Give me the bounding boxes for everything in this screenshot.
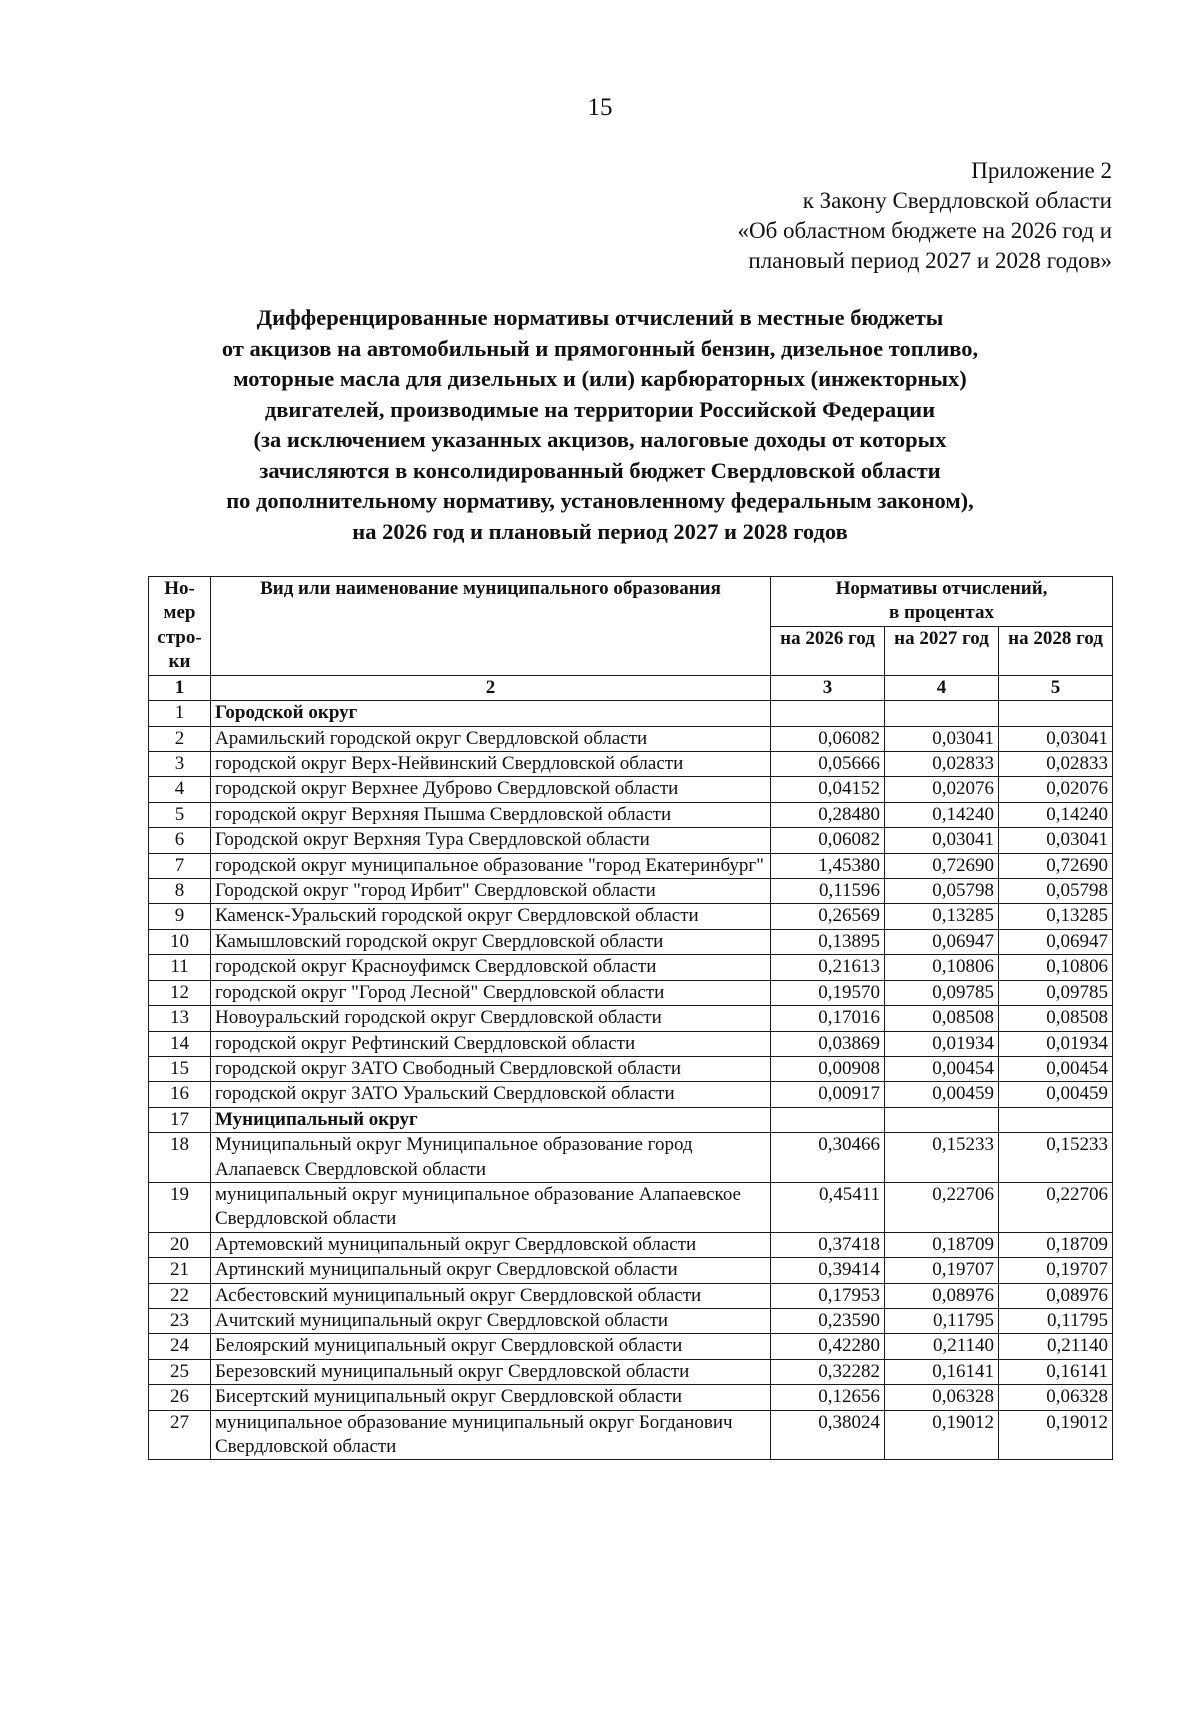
- norm-2027-cell: 0,02076: [885, 777, 999, 802]
- header-year-2026: на 2026 год: [771, 626, 885, 675]
- row-number-cell: 19: [149, 1182, 211, 1232]
- norm-2026-cell: 0,42280: [771, 1334, 885, 1359]
- row-number-cell: 15: [149, 1056, 211, 1081]
- municipality-name-cell: Артинский муниципальный округ Свердловской области: [211, 1258, 771, 1283]
- norm-2028-cell: 0,14240: [999, 802, 1113, 827]
- norm-2026-cell: 0,23590: [771, 1308, 885, 1333]
- appendix-line: «Об областном бюджете на 2026 год и: [737, 218, 1112, 243]
- row-number-cell: 14: [149, 1031, 211, 1056]
- table-row: [149, 1182, 1113, 1232]
- column-index: 5: [999, 675, 1113, 700]
- header-row-number: [149, 577, 211, 676]
- norm-2026-cell: 0,26569: [771, 904, 885, 929]
- norm-2028-cell: 0,02076: [999, 777, 1113, 802]
- norm-2027-cell: 0,72690: [885, 853, 999, 878]
- norm-2028-cell: 0,16141: [999, 1359, 1113, 1384]
- row-number-cell: 11: [149, 955, 211, 980]
- norm-2026-cell: 1,45380: [771, 853, 885, 878]
- norm-2028-cell: 0,72690: [999, 853, 1113, 878]
- norm-2026-cell: 0,17016: [771, 1006, 885, 1031]
- title-line: моторные масла для дизельных и (или) карбюраторных (инжекторных): [233, 366, 967, 391]
- table-row: [149, 929, 1113, 954]
- header-row-number-line: мер: [163, 602, 196, 624]
- norm-2028-cell: 0,19707: [999, 1258, 1113, 1283]
- norm-2026-cell: 0,37418: [771, 1232, 885, 1257]
- norm-2026-cell: 0,00917: [771, 1082, 885, 1107]
- norm-2028-cell: 0,02833: [999, 752, 1113, 777]
- title-line: от акцизов на автомобильный и прямогонный бензин, дизельное топливо,: [221, 335, 979, 361]
- municipality-name-cell: городской округ Верх-Нейвинский Свердловской области: [211, 752, 771, 777]
- column-index: 3: [771, 675, 885, 700]
- norm-2028-cell: 0,09785: [999, 980, 1113, 1005]
- row-number-cell: 25: [149, 1359, 211, 1384]
- municipality-name-cell: Каменск-Уральский городской округ Свердловской области: [211, 904, 771, 929]
- table-row: [149, 1133, 1113, 1183]
- municipality-name-cell: муниципальное образование муниципальный округ Богданович Свердловской области: [211, 1410, 771, 1460]
- norm-2026-cell: 0,12656: [771, 1385, 885, 1410]
- appendix-reference: [737, 156, 1112, 276]
- row-number-cell: 23: [149, 1308, 211, 1333]
- appendix-line: к Закону Свердловской области: [802, 188, 1112, 213]
- table-row: [149, 802, 1113, 827]
- norm-2026-cell: 0,06082: [771, 726, 885, 751]
- column-index: 1: [149, 675, 211, 700]
- header-norms: [771, 577, 1113, 627]
- title-line: на 2026 год и плановый период 2027 и 2028 годов: [352, 518, 848, 544]
- norm-2028-cell: 0,08976: [999, 1283, 1113, 1308]
- row-number-cell: 5: [149, 802, 211, 827]
- norm-2027-cell: 0,08508: [885, 1006, 999, 1031]
- norm-2028-cell: 0,22706: [999, 1182, 1113, 1232]
- norm-2026-cell: 0,03869: [771, 1031, 885, 1056]
- page-number: 15: [587, 94, 613, 121]
- norm-2028-cell: 0,15233: [999, 1133, 1113, 1183]
- header-norms-line: в процентах: [889, 602, 994, 624]
- norm-2027-cell: 0,03041: [885, 828, 999, 853]
- norm-2027-cell: 0,22706: [885, 1182, 999, 1232]
- title-line: (за исключением указанных акцизов, налоговые доходы от которых: [253, 427, 947, 452]
- norm-2027-cell: 0,06328: [885, 1385, 999, 1410]
- norm-2028-cell: 0,18709: [999, 1232, 1113, 1257]
- norm-2026-cell: 0,04152: [771, 777, 885, 802]
- municipality-name-cell: Ачитский муниципальный округ Свердловской области: [211, 1308, 771, 1333]
- municipality-name-cell: городской округ Рефтинский Свердловской области: [211, 1031, 771, 1056]
- norm-2028-cell: [999, 701, 1113, 726]
- row-number-cell: 1: [149, 701, 211, 726]
- norm-2028-cell: 0,10806: [999, 955, 1113, 980]
- municipality-name-cell: Березовский муниципальный округ Свердловской области: [211, 1359, 771, 1384]
- norm-2028-cell: 0,21140: [999, 1334, 1113, 1359]
- table-row: [149, 1232, 1113, 1257]
- row-number-cell: 13: [149, 1006, 211, 1031]
- norm-2027-cell: 0,11795: [885, 1308, 999, 1333]
- norm-2027-cell: 0,09785: [885, 980, 999, 1005]
- row-number-cell: 16: [149, 1082, 211, 1107]
- table-row: [149, 904, 1113, 929]
- appendix-line: плановый период 2027 и 2028 годов»: [748, 248, 1112, 273]
- norm-2027-cell: 0,18709: [885, 1232, 999, 1257]
- title-line: по дополнительному нормативу, установленному федеральным законом),: [226, 488, 974, 513]
- appendix-line: Приложение 2: [971, 158, 1112, 183]
- title-line: зачисляются в консолидированный бюджет Свердловской области: [259, 457, 941, 483]
- row-number-cell: 21: [149, 1258, 211, 1283]
- table-row: [149, 1031, 1113, 1056]
- norm-2026-cell: 0,30466: [771, 1133, 885, 1183]
- table-row: [149, 828, 1113, 853]
- row-number-cell: 27: [149, 1410, 211, 1460]
- norm-2026-cell: 0,17953: [771, 1283, 885, 1308]
- norm-2028-cell: 0,08508: [999, 1006, 1113, 1031]
- table-row: [149, 777, 1113, 802]
- table-row: [149, 1283, 1113, 1308]
- norm-2027-cell: 0,10806: [885, 955, 999, 980]
- municipality-name-cell: городской округ муниципальное образование "город Екатеринбург": [211, 853, 771, 878]
- title-line: Дифференцированные нормативы отчислений в местные бюджеты: [256, 305, 944, 330]
- header-row-number-line: ки: [168, 651, 191, 673]
- table-row: [149, 701, 1113, 726]
- norm-2026-cell: 0,00908: [771, 1056, 885, 1081]
- row-number-cell: 20: [149, 1232, 211, 1257]
- municipality-name-cell: Арамильский городской округ Свердловской области: [211, 726, 771, 751]
- row-number-cell: 7: [149, 853, 211, 878]
- row-number-cell: 10: [149, 929, 211, 954]
- header-year-2028: на 2028 год: [999, 626, 1113, 675]
- municipality-name-cell: Муниципальный округ: [211, 1107, 771, 1132]
- table-row: [149, 752, 1113, 777]
- municipality-name-cell: городской округ Красноуфимск Свердловской области: [211, 955, 771, 980]
- table-row: [149, 1385, 1113, 1410]
- table-row: [149, 1308, 1113, 1333]
- municipality-name-cell: Бисертский муниципальный округ Свердловской области: [211, 1385, 771, 1410]
- row-number-cell: 12: [149, 980, 211, 1005]
- norm-2027-cell: 0,03041: [885, 726, 999, 751]
- norm-2027-cell: 0,15233: [885, 1133, 999, 1183]
- norm-2028-cell: 0,03041: [999, 726, 1113, 751]
- norm-2027-cell: 0,14240: [885, 802, 999, 827]
- norm-2028-cell: 0,03041: [999, 828, 1113, 853]
- norm-2028-cell: 0,05798: [999, 879, 1113, 904]
- norm-2027-cell: 0,19707: [885, 1258, 999, 1283]
- norm-2027-cell: 0,00454: [885, 1056, 999, 1081]
- municipality-name-cell: городской округ Верхнее Дуброво Свердловской области: [211, 777, 771, 802]
- norm-2026-cell: 0,05666: [771, 752, 885, 777]
- municipality-name-cell: Городской округ: [211, 701, 771, 726]
- norm-2026-cell: 0,11596: [771, 879, 885, 904]
- row-number-cell: 17: [149, 1107, 211, 1132]
- table-row: [149, 879, 1113, 904]
- norm-2027-cell: [885, 701, 999, 726]
- title-line: двигателей, производимые на территории Российской Федерации: [264, 396, 936, 422]
- norm-2028-cell: 0,06328: [999, 1385, 1113, 1410]
- row-number-cell: 24: [149, 1334, 211, 1359]
- norm-2028-cell: 0,01934: [999, 1031, 1113, 1056]
- municipality-name-cell: городской округ Верхняя Пышма Свердловской области: [211, 802, 771, 827]
- municipality-name-cell: городской округ ЗАТО Уральский Свердловской области: [211, 1082, 771, 1107]
- municipality-name-cell: Камышловский городской округ Свердловской области: [211, 929, 771, 954]
- row-number-cell: 3: [149, 752, 211, 777]
- municipality-name-cell: Асбестовский муниципальный округ Свердловской области: [211, 1283, 771, 1308]
- column-index: 2: [211, 675, 771, 700]
- table-row: [149, 955, 1113, 980]
- header-name: Вид или наименование муниципального образования: [211, 577, 771, 676]
- table-row: [149, 1334, 1113, 1359]
- norm-2027-cell: 0,19012: [885, 1410, 999, 1460]
- norm-2027-cell: 0,06947: [885, 929, 999, 954]
- norm-2027-cell: 0,08976: [885, 1283, 999, 1308]
- norm-2027-cell: 0,16141: [885, 1359, 999, 1384]
- norm-2026-cell: 0,06082: [771, 828, 885, 853]
- municipality-name-cell: Городской округ "город Ирбит" Свердловской области: [211, 879, 771, 904]
- norm-2027-cell: 0,01934: [885, 1031, 999, 1056]
- norm-2028-cell: 0,00454: [999, 1056, 1113, 1081]
- municipality-name-cell: Белоярский муниципальный округ Свердловской области: [211, 1334, 771, 1359]
- row-number-cell: 18: [149, 1133, 211, 1183]
- norm-2026-cell: 0,13895: [771, 929, 885, 954]
- table-row: [149, 1410, 1113, 1460]
- norm-2028-cell: 0,00459: [999, 1082, 1113, 1107]
- norm-2028-cell: 0,13285: [999, 904, 1113, 929]
- header-year-2027: на 2027 год: [885, 626, 999, 675]
- table-row: [149, 853, 1113, 878]
- document-title: [60, 303, 1140, 547]
- municipality-name-cell: муниципальный округ муниципальное образование Алапаевское Свердловской области: [211, 1182, 771, 1232]
- column-index: 4: [885, 675, 999, 700]
- row-number-cell: 4: [149, 777, 211, 802]
- norms-table-body: [149, 701, 1113, 1460]
- table-row: [149, 1082, 1113, 1107]
- norm-2026-cell: 0,19570: [771, 980, 885, 1005]
- table-row: [149, 1006, 1113, 1031]
- norm-2028-cell: 0,19012: [999, 1410, 1113, 1460]
- row-number-cell: 2: [149, 726, 211, 751]
- norm-2026-cell: 0,32282: [771, 1359, 885, 1384]
- row-number-cell: 22: [149, 1283, 211, 1308]
- norm-2026-cell: 0,38024: [771, 1410, 885, 1460]
- municipality-name-cell: Городской округ Верхняя Тура Свердловской области: [211, 828, 771, 853]
- municipality-name-cell: Муниципальный округ Муниципальное образование город Алапаевск Свердловской области: [211, 1133, 771, 1183]
- norm-2027-cell: 0,05798: [885, 879, 999, 904]
- norm-2028-cell: 0,11795: [999, 1308, 1113, 1333]
- row-number-cell: 6: [149, 828, 211, 853]
- norms-table: [148, 576, 1113, 1460]
- municipality-name-cell: Артемовский муниципальный округ Свердловской области: [211, 1232, 771, 1257]
- norm-2026-cell: 0,21613: [771, 955, 885, 980]
- municipality-name-cell: Новоуральский городской округ Свердловской области: [211, 1006, 771, 1031]
- norm-2027-cell: 0,00459: [885, 1082, 999, 1107]
- municipality-name-cell: городской округ "Город Лесной" Свердловской области: [211, 980, 771, 1005]
- norm-2026-cell: 0,28480: [771, 802, 885, 827]
- table-row: [149, 726, 1113, 751]
- norm-2027-cell: 0,13285: [885, 904, 999, 929]
- norm-2027-cell: 0,02833: [885, 752, 999, 777]
- header-row-number-line: стро-: [157, 626, 202, 648]
- norm-2027-cell: [885, 1107, 999, 1132]
- norm-2026-cell: 0,39414: [771, 1258, 885, 1283]
- row-number-cell: 8: [149, 879, 211, 904]
- row-number-cell: 9: [149, 904, 211, 929]
- table-row: [149, 1359, 1113, 1384]
- table-row: [149, 1056, 1113, 1081]
- header-row-number-line: Но-: [164, 578, 195, 599]
- header-norms-line: Нормативы отчислений,: [835, 578, 1048, 599]
- norm-2026-cell: 0,45411: [771, 1182, 885, 1232]
- table-row: [149, 1258, 1113, 1283]
- norm-2026-cell: [771, 701, 885, 726]
- municipality-name-cell: городской округ ЗАТО Свободный Свердловской области: [211, 1056, 771, 1081]
- norm-2028-cell: 0,06947: [999, 929, 1113, 954]
- norm-2027-cell: 0,21140: [885, 1334, 999, 1359]
- norm-2026-cell: [771, 1107, 885, 1132]
- row-number-cell: 26: [149, 1385, 211, 1410]
- table-row: [149, 1107, 1113, 1132]
- table-row: [149, 980, 1113, 1005]
- norm-2028-cell: [999, 1107, 1113, 1132]
